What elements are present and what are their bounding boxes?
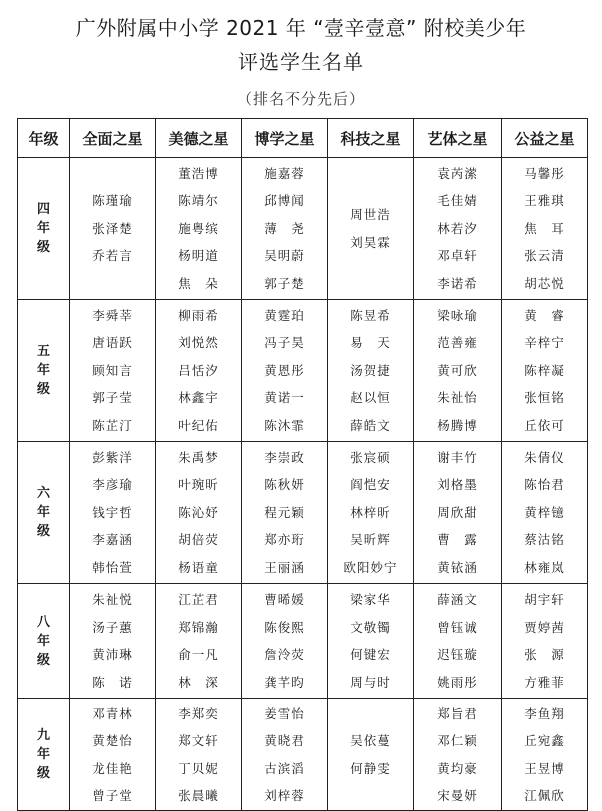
- names-cell: [70, 442, 156, 584]
- names-cell: [328, 584, 414, 699]
- student-name: 郑锦瀚: [178, 619, 219, 635]
- student-name: 郭子楚: [264, 275, 305, 291]
- student-name: 柳雨希: [178, 307, 219, 323]
- student-name: 丘宛鑫: [524, 733, 565, 748]
- student-name: 陈怡君: [524, 477, 565, 493]
- student-name: 董浩博: [178, 165, 219, 181]
- names-cell: [156, 584, 242, 699]
- student-name: 林雍岚: [524, 559, 565, 575]
- names-cell: [242, 584, 328, 699]
- honor-roll-table: [17, 118, 588, 811]
- ranking-note: （排名不分先后）: [236, 90, 365, 108]
- student-name: 胡宇轩: [524, 592, 565, 607]
- student-name: 张晨曦: [178, 788, 219, 803]
- student-name: 黄沛琳: [92, 647, 133, 662]
- student-name: 林梓昕: [350, 504, 391, 520]
- student-name: 邱博闻: [264, 193, 305, 209]
- names-cell: [502, 699, 588, 811]
- student-name: 吴昕辉: [350, 532, 391, 548]
- student-name: 黄恩彤: [264, 362, 305, 378]
- student-name: 黄楚怡: [92, 733, 133, 748]
- names-cell: [502, 442, 588, 584]
- student-name: 李彦瑜: [92, 477, 133, 493]
- names-cell: [70, 300, 156, 442]
- student-name: 韩怡萱: [92, 559, 133, 575]
- student-name: 范善雍: [437, 335, 478, 351]
- student-name: 汤贺捷: [350, 362, 391, 378]
- student-name: 叶琬昕: [178, 477, 219, 493]
- student-name: 贾婷茜: [524, 619, 565, 635]
- names-cell: [414, 158, 502, 300]
- student-name: 朱祉怡: [437, 390, 478, 406]
- names-cell: [502, 300, 588, 442]
- header-all-round-star: 全面之星: [70, 119, 156, 158]
- grade-cell: 四年级: [18, 158, 70, 300]
- student-name: 梁家华: [350, 592, 391, 607]
- student-name: 乔若言: [92, 248, 133, 264]
- student-name: 张宸硕: [350, 449, 391, 465]
- student-name: 陈沐霏: [264, 417, 305, 433]
- student-name: 何静雯: [350, 760, 391, 776]
- student-name: 张云清: [524, 248, 565, 264]
- student-name: 朱祉悦: [92, 592, 133, 607]
- student-name: 薛涵文: [437, 592, 478, 607]
- table-row: [18, 584, 588, 699]
- student-name: 林若汐: [437, 220, 478, 236]
- student-name: 辛梓宁: [524, 335, 565, 351]
- student-name: 李郑奕: [178, 705, 219, 721]
- student-name: 薛皓文: [350, 417, 391, 433]
- student-name: 黄晓君: [264, 733, 305, 748]
- student-name: 黄铱涵: [437, 559, 478, 575]
- student-name: 刘悦然: [178, 335, 219, 351]
- student-name: 朱禹梦: [178, 449, 219, 465]
- student-name: 黄诺一: [264, 390, 305, 406]
- student-name: 刘昊霖: [350, 234, 391, 250]
- student-name: 黄均豪: [437, 760, 478, 776]
- student-name: 欧阳妙宁: [343, 559, 398, 575]
- student-name: 曾子堂: [92, 788, 133, 803]
- student-name: 顾知言: [92, 362, 133, 378]
- student-name: 黄 睿: [524, 307, 565, 323]
- student-name: 施粤缤: [178, 220, 219, 236]
- student-name: 刘格墨: [437, 477, 478, 493]
- student-name: 丘依可: [524, 417, 565, 433]
- student-name: 杨语童: [178, 559, 219, 575]
- student-name: 黄霆珀: [264, 307, 305, 323]
- names-cell: [156, 300, 242, 442]
- student-name: 邓青林: [92, 705, 133, 721]
- student-name: 胡芯悦: [524, 275, 565, 291]
- student-name: 汤子蕙: [92, 619, 133, 635]
- student-name: 龚芊昀: [264, 674, 305, 690]
- header-arts-sports-star: 艺体之星: [414, 119, 502, 158]
- names-cell: [414, 442, 502, 584]
- table-row: [18, 158, 588, 300]
- names-cell: [70, 158, 156, 300]
- student-name: 古滨滔: [264, 760, 305, 776]
- student-name: 彭紫洋: [92, 449, 133, 465]
- student-name: 焦 朵: [178, 275, 219, 291]
- student-name: 易 天: [350, 335, 391, 351]
- table-row: [18, 442, 588, 584]
- student-name: 江芷君: [178, 592, 219, 607]
- names-cell: [156, 158, 242, 300]
- student-name: 叶纪佑: [178, 417, 219, 433]
- student-name: 冯子昊: [264, 335, 305, 351]
- student-name: 张泽楚: [92, 220, 133, 236]
- student-name: 陈俊熙: [264, 619, 305, 635]
- grade-cell: 八年级: [18, 584, 70, 699]
- student-name: 吴明蔚: [264, 248, 305, 264]
- student-name: 朱倩仪: [524, 449, 565, 465]
- student-name: 杨明道: [178, 248, 219, 264]
- student-name: 江佩欣: [524, 788, 565, 803]
- names-cell: [242, 699, 328, 811]
- student-name: 陈靖尔: [178, 193, 219, 209]
- student-name: 毛佳婧: [437, 193, 478, 209]
- header-row: [18, 119, 588, 158]
- student-name: 陈瑾瑜: [92, 193, 133, 209]
- names-cell: [414, 584, 502, 699]
- student-name: 宋曼妍: [437, 788, 478, 803]
- student-name: 姜雪怡: [264, 705, 305, 721]
- student-name: 林鑫宇: [178, 390, 219, 406]
- grade-cell: 九年级: [18, 699, 70, 811]
- student-name: 谢丰竹: [437, 449, 478, 465]
- page-subtitle: 评选学生名单: [238, 50, 364, 74]
- student-name: 周世浩: [350, 207, 391, 222]
- student-name: 吴依蔓: [350, 733, 391, 748]
- table-row: [18, 300, 588, 442]
- student-name: 李诺希: [437, 275, 478, 291]
- header-public-welfare-star: 公益之星: [502, 119, 588, 158]
- student-name: 詹泠荧: [264, 647, 305, 662]
- student-name: 陈沁妤: [178, 504, 219, 520]
- student-name: 郭子莹: [92, 390, 133, 406]
- student-name: 林 深: [178, 674, 219, 690]
- student-name: 王丽涵: [264, 559, 305, 575]
- student-name: 钱宇哲: [92, 504, 133, 520]
- names-cell: [328, 158, 414, 300]
- student-name: 龙佳艳: [92, 760, 133, 776]
- student-name: 陈 诺: [92, 674, 133, 690]
- student-name: 曹 露: [437, 532, 478, 548]
- names-cell: [414, 699, 502, 811]
- names-cell: [70, 699, 156, 811]
- student-name: 张恒铭: [524, 390, 565, 406]
- grade-cell: 五年级: [18, 300, 70, 442]
- student-name: 曾钰诚: [437, 619, 478, 635]
- student-name: 薄 尧: [264, 220, 305, 236]
- names-cell: [414, 300, 502, 442]
- names-cell: [70, 584, 156, 699]
- names-cell: [502, 158, 588, 300]
- student-name: 杨腾博: [437, 417, 478, 433]
- names-cell: [328, 442, 414, 584]
- names-cell: [242, 158, 328, 300]
- student-name: 袁芮潆: [437, 165, 478, 181]
- student-name: 王雅琪: [524, 193, 565, 209]
- grade-cell: 六年级: [18, 442, 70, 584]
- names-cell: [156, 699, 242, 811]
- student-name: 郑文轩: [178, 733, 219, 748]
- names-cell: [328, 300, 414, 442]
- student-name: 陈昱希: [350, 307, 391, 323]
- header-virtue-star: 美德之星: [156, 119, 242, 158]
- student-name: 姚雨彤: [437, 674, 478, 690]
- student-name: 文敬镯: [350, 619, 391, 635]
- names-cell: [242, 442, 328, 584]
- student-name: 赵以恒: [350, 390, 391, 406]
- names-cell: [502, 584, 588, 699]
- student-name: 邓仁颖: [437, 733, 478, 748]
- student-name: 周与时: [350, 674, 391, 690]
- header-scholar-star: 博学之星: [242, 119, 328, 158]
- student-name: 蔡沽铭: [524, 532, 565, 548]
- student-name: 唐语跃: [92, 335, 133, 351]
- student-name: 黄梓镱: [524, 504, 565, 520]
- student-name: 郑旨君: [437, 705, 478, 721]
- student-name: 胡倍荧: [178, 532, 219, 548]
- student-name: 邓卓轩: [437, 248, 478, 264]
- names-cell: [242, 300, 328, 442]
- student-name: 张 源: [524, 647, 565, 662]
- student-name: 何键宏: [350, 647, 391, 662]
- student-name: 曹晞媛: [264, 592, 305, 607]
- student-name: 丁贝妮: [178, 760, 219, 776]
- student-name: 陈梓凝: [524, 362, 565, 378]
- student-name: 俞一凡: [178, 647, 219, 662]
- student-name: 陈秋妍: [264, 477, 305, 493]
- student-name: 周欣甜: [437, 504, 478, 520]
- header-grade: 年级: [18, 119, 70, 158]
- student-name: 阎恺安: [350, 477, 391, 493]
- student-name: 李崇政: [264, 449, 305, 465]
- table-row: [18, 699, 588, 811]
- header-technology-star: 科技之星: [328, 119, 414, 158]
- student-name: 焦 耳: [524, 220, 565, 236]
- student-name: 黄可欣: [437, 362, 478, 378]
- student-name: 李舜莘: [92, 307, 133, 323]
- student-name: 方雅菲: [524, 674, 565, 690]
- names-cell: [328, 699, 414, 811]
- student-name: 施嘉蓉: [264, 165, 305, 181]
- student-name: 李鱼翔: [524, 705, 565, 721]
- student-name: 郑亦珩: [264, 532, 305, 548]
- student-name: 李嘉涵: [92, 532, 133, 548]
- student-name: 陈芷汀: [92, 417, 133, 433]
- student-name: 刘梓蓉: [264, 788, 305, 803]
- student-name: 王昱博: [524, 760, 565, 776]
- student-name: 吕恬汐: [178, 362, 219, 378]
- student-name: 程元颖: [264, 504, 305, 520]
- student-name: 梁咏瑜: [437, 307, 478, 323]
- student-name: 迟钰璇: [437, 647, 478, 662]
- page-title: 广外附属中小学 2021 年 “壹辛壹意” 附校美少年: [75, 16, 527, 40]
- names-cell: [156, 442, 242, 584]
- student-name: 马馨彤: [524, 165, 565, 181]
